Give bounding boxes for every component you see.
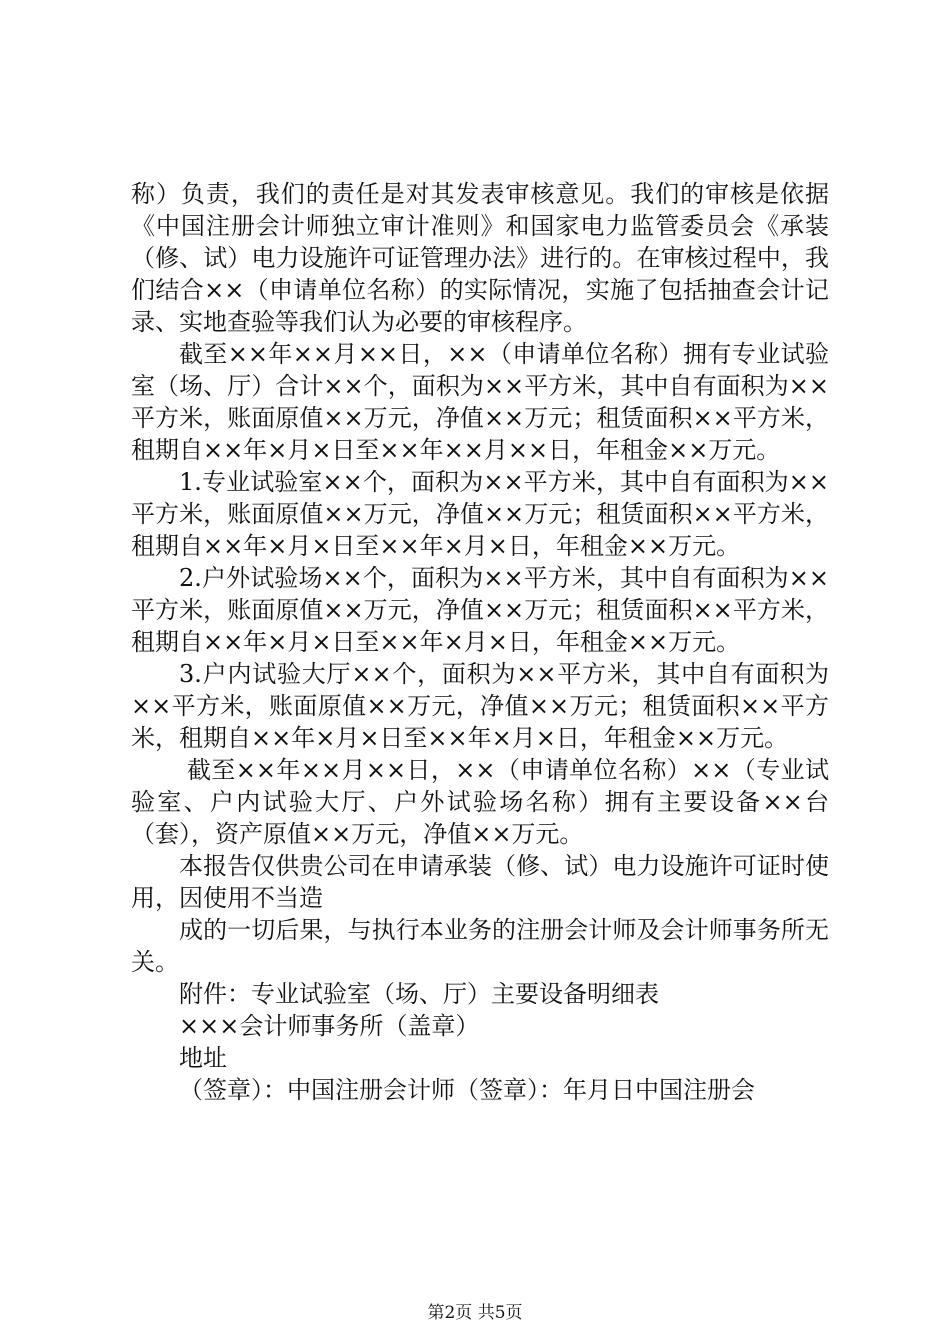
paragraph-item-1: 1.专业试验室××个，面积为××平方米，其中自有面积为××平方米，账面原值××万元，净值××万元；租赁面积××平方米，租期自××年×月×日至××年×月×日，年租金××万元。 [131, 468, 829, 560]
paragraph-review-scope: 称）负责，我们的责任是对其发表审核意见。我们的审核是依据《中国注册会计师独立审计准则》和国家电力监管委员会《承装（修、试）电力设施许可证管理办法》进行的。在审核过程中，我们结合××（申请单位名称）的实际情况，实施了包括抽查会计记录、实地查验等我们认为必要的审核程序。 [131, 180, 829, 336]
paragraph-item-2: 2.户外试验场××个，面积为××平方米，其中自有面积为××平方米，账面原值××万元，净值××万元；租赁面积××平方米，租期自××年×月×日至××年×月×日，年租金××万元。 [131, 564, 829, 656]
paragraph-usage-limit: 本报告仅供贵公司在申请承装（修、试）电力设施许可证时使用，因使用不当造 [131, 852, 829, 912]
paragraph-lab-summary: 截至××年××月××日，××（申请单位名称）拥有专业试验室（场、厅）合计××个，面积为××平方米，其中自有面积为××平方米，账面原值××万元，净值××万元；租赁面积××平方米，租期自××年×月×日至××年××月××日，年租金××万元。 [131, 340, 829, 464]
address-line: 地址 [179, 1044, 227, 1072]
document-body [131, 178, 829, 1106]
paragraph-item-3: 3.户内试验大厅××个，面积为××平方米，其中自有面积为××平方米，账面原值××万元，净值××万元；租赁面积××平方米，租期自××年×月×日至××年×月×日，年租金××万元。 [131, 660, 829, 752]
signature-line: （签章）：中国注册会计师（签章）：年月日中国注册会 [179, 1076, 755, 1104]
paragraph-equipment: 截至××年××月××日，××（申请单位名称）××（专业试验室、户内试验大厅、户外试验场名称）拥有主要设备××台（套），资产原值××万元，净值××万元。 [131, 756, 829, 848]
firm-seal-line: ×××会计师事务所（盖章） [179, 1012, 480, 1040]
paragraph-liability: 成的一切后果，与执行本业务的注册会计师及会计师事务所无关。 [131, 916, 829, 976]
page-number-footer: 第2页 共5页 [427, 1303, 523, 1323]
attachment-line: 附件：专业试验室（场、厅）主要设备明细表 [179, 980, 659, 1008]
